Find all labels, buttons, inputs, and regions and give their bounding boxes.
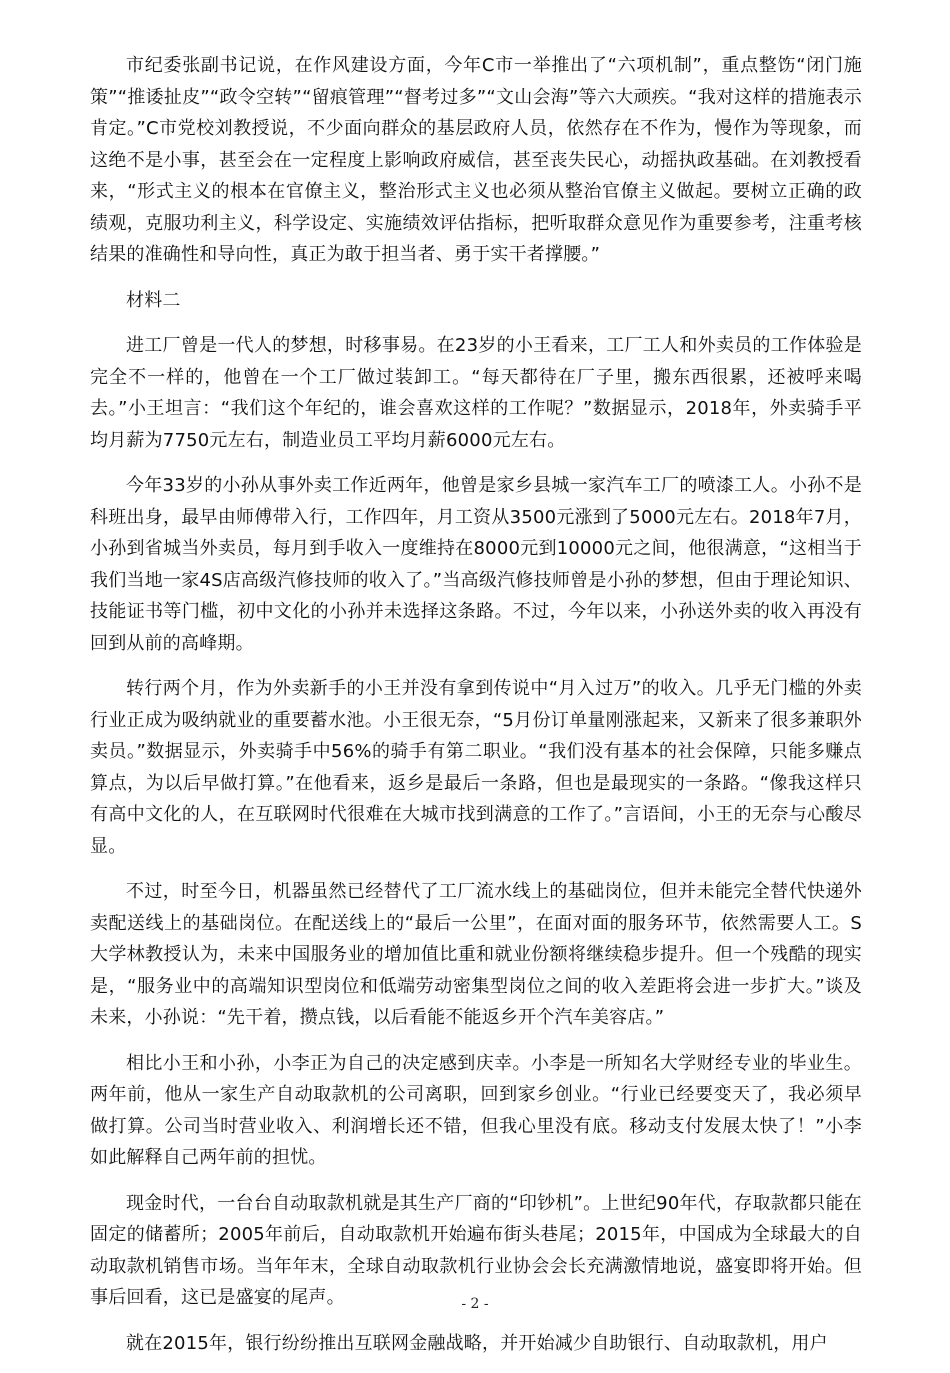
- paragraph-3: 今年33岁的小孙从事外卖工作近两年，他曾是家乡县城一家汽车工厂的喷漆工人。小孙不是科班出身，最早由师傅带入行，工作四年，月工资从3500元涨到了5000元左右。2018年7月，小孙到省城当外卖员，每月到手收入一度维持在8000元到10000元之间，他很满意，“这相当于我们当地一家4S店高级汽修技师的收入了。”当高级汽修技师曾是小孙的梦想，但由于理论知识、技能证书等门槛，初中文化的小孙并未选择这条路。不过，今年以来，小孙送外卖的收入再没有回到从前的高峰期。: [90, 475, 862, 654]
- paragraph-8: 就在2015年，银行纷纷推出互联网金融战略，并开始减少自助银行、自动取款机，用户: [126, 1332, 828, 1354]
- section-heading-material-2: 材料二: [126, 289, 181, 311]
- paragraph-7: 现金时代，一台台自动取款机就是其生产厂商的“印钞机”。上世纪90年代，存取款都只能在固定的储蓄所；2005年前后，自动取款机开始遍布街头巷尾；2015年，中国成为全球最大的自动取款机销售市场。当年年末，全球自动取款机行业协会会长充满激情地说，盛宴即将开始。但事后回看，这已是盛宴的尾声。: [90, 1192, 862, 1308]
- page-number: - 2 -: [461, 1296, 489, 1312]
- paragraph-5: 不过，时至今日，机器虽然已经替代了工厂流水线上的基础岗位，但并未能完全替代快递外卖配送线上的基础岗位。在配送线上的“最后一公里”，在面对面的服务环节，依然需要人工。S大学林教授认为，未来中国服务业的增加值比重和就业份额将继续稳步提升。但一个残酷的现实是，“服务业中的高端知识型岗位和低端劳动密集型岗位之间的收入差距将会进一步扩大。”谈及未来，小孙说：“先干着，攒点钱，以后看能不能返乡开个汽车美容店。”: [90, 881, 862, 1028]
- document-body: [90, 50, 862, 1373]
- paragraph-1: 市纪委张副书记说，在作风建设方面，今年C市一举推出了“六项机制”，重点整饬“闭门施策”“推诿扯皮”“政令空转”“留痕管理”“督考过多”“文山会海”等六大顽疾。“我对这样的措施表示肯定。”C市党校刘教授说，不少面向群众的基层政府人员，依然存在不作为，慢作为等现象，而这绝不是小事，甚至会在一定程度上影响政府威信，甚至丧失民心，动摇执政基础。在刘教授看来，“形式主义的根本在官僚主义，整治形式主义也必须从整治官僚主义做起。要树立正确的政绩观，克服功利主义，科学设定、实施绩效评估指标，把听取群众意见作为重要参考，注重考核结果的准确性和导向性，真正为敢于担当者、勇于实干者撑腰。”: [90, 55, 862, 265]
- paragraph-6: 相比小王和小孙，小李正为自己的决定感到庆幸。小李是一所知名大学财经专业的毕业生。两年前，他从一家生产自动取款机的公司离职，回到家乡创业。“行业已经要变天了，我必须早做打算。公司当时营业收入、利润增长还不错，但我心里没有底。移动支付发展太快了！”小李如此解释自己两年前的担忧。: [90, 1052, 862, 1168]
- paragraph-4: 转行两个月，作为外卖新手的小王并没有拿到传说中“月入过万”的收入。几乎无门槛的外卖行业正成为吸纳就业的重要蓄水池。小王很无奈，“5月份订单量刚涨起来，又新来了很多兼职外卖员。”数据显示，外卖骑手中56%的骑手有第二职业。“我们没有基本的社会保障，只能多赚点算点，为以后早做打算。”在他看来，返乡是最后一条路，但也是最现实的一条路。“像我这样只有高中文化的人，在互联网时代很难在大城市找到满意的工作了。”言语间，小王的无奈与心酸尽显。: [90, 678, 862, 857]
- paragraph-2: 进工厂曾是一代人的梦想，时移事易。在23岁的小王看来，工厂工人和外卖员的工作体验是完全不一样的，他曾在一个工厂做过装卸工。“每天都待在厂子里，搬东西很累，还被呼来喝去。”小王坦言：“我们这个年纪的，谁会喜欢这样的工作呢？”数据显示，2018年，外卖骑手平均月薪为7750元左右，制造业员工平均月薪6000元左右。: [90, 335, 862, 451]
